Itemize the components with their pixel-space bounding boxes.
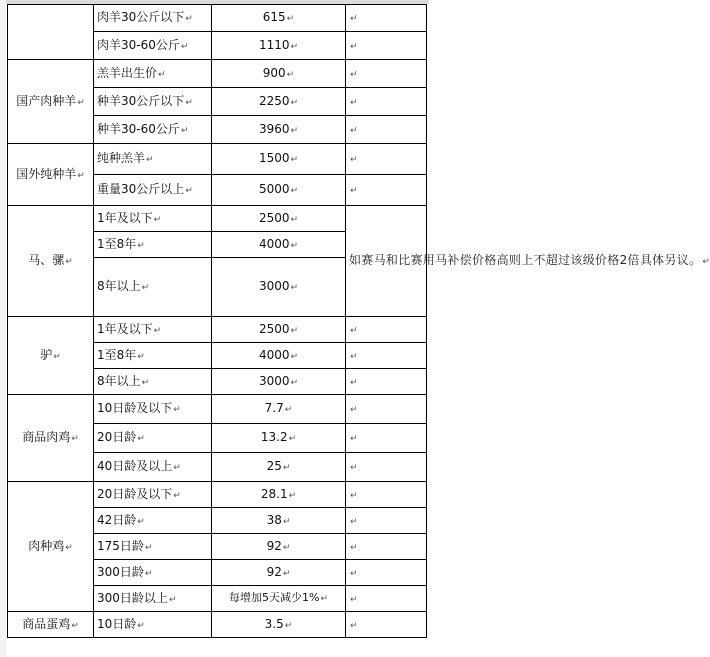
value-cell: 615↵ xyxy=(212,5,346,32)
value-cell: 3000↵ xyxy=(212,369,346,395)
table-row xyxy=(8,317,427,343)
category-cell: 马、骡↵ xyxy=(8,206,94,317)
value-cell: 7.7↵ xyxy=(212,395,346,424)
value-cell: 92↵ xyxy=(212,560,346,586)
value-cell: 3.5↵ xyxy=(212,612,346,638)
value-cell: 1500↵ xyxy=(212,144,346,175)
table-row xyxy=(8,60,427,88)
item-cell: 300日龄↵ xyxy=(94,560,212,586)
item-cell: 20日龄及以下↵ xyxy=(94,482,212,508)
note-cell: ↵ xyxy=(346,369,427,395)
value-cell: 3000↵ xyxy=(212,258,346,317)
value-cell: 5000↵ xyxy=(212,175,346,206)
note-cell: ↵ xyxy=(346,534,427,560)
value-cell: 1110↵ xyxy=(212,32,346,60)
value-cell: 3960↵ xyxy=(212,116,346,144)
note-cell: ↵ xyxy=(346,88,427,116)
item-cell: 1年及以下↵ xyxy=(94,317,212,343)
item-cell: 羔羊出生价↵ xyxy=(94,60,212,88)
value-cell: 2250↵ xyxy=(212,88,346,116)
note-cell: ↵ xyxy=(346,5,427,32)
value-cell: 4000↵ xyxy=(212,232,346,258)
item-cell: 1至8年↵ xyxy=(94,232,212,258)
item-cell: 肉羊30公斤以下↵ xyxy=(94,5,212,32)
item-cell: 1年及以下↵ xyxy=(94,206,212,232)
note-cell: ↵ xyxy=(346,343,427,369)
compensation-table xyxy=(7,4,710,638)
item-cell: 300日龄以上↵ xyxy=(94,586,212,612)
item-cell: 纯种羔羊↵ xyxy=(94,144,212,175)
note-cell: ↵ xyxy=(346,508,427,534)
note-cell: ↵ xyxy=(346,317,427,343)
value-cell: 4000↵ xyxy=(212,343,346,369)
item-cell: 8年以上↵ xyxy=(94,258,212,317)
value-cell: 900↵ xyxy=(212,60,346,88)
table-row xyxy=(8,5,427,32)
value-cell: 每增加5天减少1%↵ xyxy=(212,586,346,612)
note-cell: ↵ xyxy=(346,60,427,88)
category-cell: 商品肉鸡↵ xyxy=(8,395,94,482)
left-edge xyxy=(0,0,6,657)
category-cell: 国外纯种羊↵ xyxy=(8,144,94,206)
value-cell: 38↵ xyxy=(212,508,346,534)
value-cell: 2500↵ xyxy=(212,317,346,343)
note-cell: ↵ xyxy=(346,586,427,612)
value-cell: 28.1↵ xyxy=(212,482,346,508)
item-cell: 42日龄↵ xyxy=(94,508,212,534)
note-cell-horse: 如赛马和比赛用马补偿价格高则上不超过该级价格2倍具体另议。↵ xyxy=(346,206,427,317)
item-cell: 种羊30公斤以下↵ xyxy=(94,88,212,116)
item-cell: 20日龄↵ xyxy=(94,424,212,453)
note-cell: ↵ xyxy=(346,453,427,482)
note-cell: ↵ xyxy=(346,560,427,586)
table-row xyxy=(8,482,427,508)
category-cell-continued xyxy=(8,5,94,60)
item-cell: 8年以上↵ xyxy=(94,369,212,395)
note-cell: ↵ xyxy=(346,424,427,453)
item-cell: 175日龄↵ xyxy=(94,534,212,560)
table-row xyxy=(8,395,427,424)
value-cell: 13.2↵ xyxy=(212,424,346,453)
note-cell: ↵ xyxy=(346,116,427,144)
item-cell: 40日龄及以上↵ xyxy=(94,453,212,482)
value-cell: 2500↵ xyxy=(212,206,346,232)
note-cell: ↵ xyxy=(346,395,427,424)
note-cell: ↵ xyxy=(346,144,427,175)
table-row xyxy=(8,206,427,232)
item-cell: 重量30公斤以上↵ xyxy=(94,175,212,206)
item-cell: 肉羊30-60公斤↵ xyxy=(94,32,212,60)
value-cell: 92↵ xyxy=(212,534,346,560)
note-cell: ↵ xyxy=(346,612,427,638)
item-cell: 种羊30-60公斤↵ xyxy=(94,116,212,144)
note-cell: ↵ xyxy=(346,482,427,508)
table-row xyxy=(8,144,427,175)
category-cell: 肉种鸡↵ xyxy=(8,482,94,612)
item-cell: 1至8年↵ xyxy=(94,343,212,369)
category-cell: 商品蛋鸡↵ xyxy=(8,612,94,638)
category-cell: 驴↵ xyxy=(8,317,94,395)
category-cell: 国产肉种羊↵ xyxy=(8,60,94,144)
item-cell: 10日龄及以下↵ xyxy=(94,395,212,424)
note-cell: ↵ xyxy=(346,32,427,60)
item-cell: 10日龄↵ xyxy=(94,612,212,638)
note-cell: ↵ xyxy=(346,175,427,206)
table-row xyxy=(8,612,427,638)
value-cell: 25↵ xyxy=(212,453,346,482)
